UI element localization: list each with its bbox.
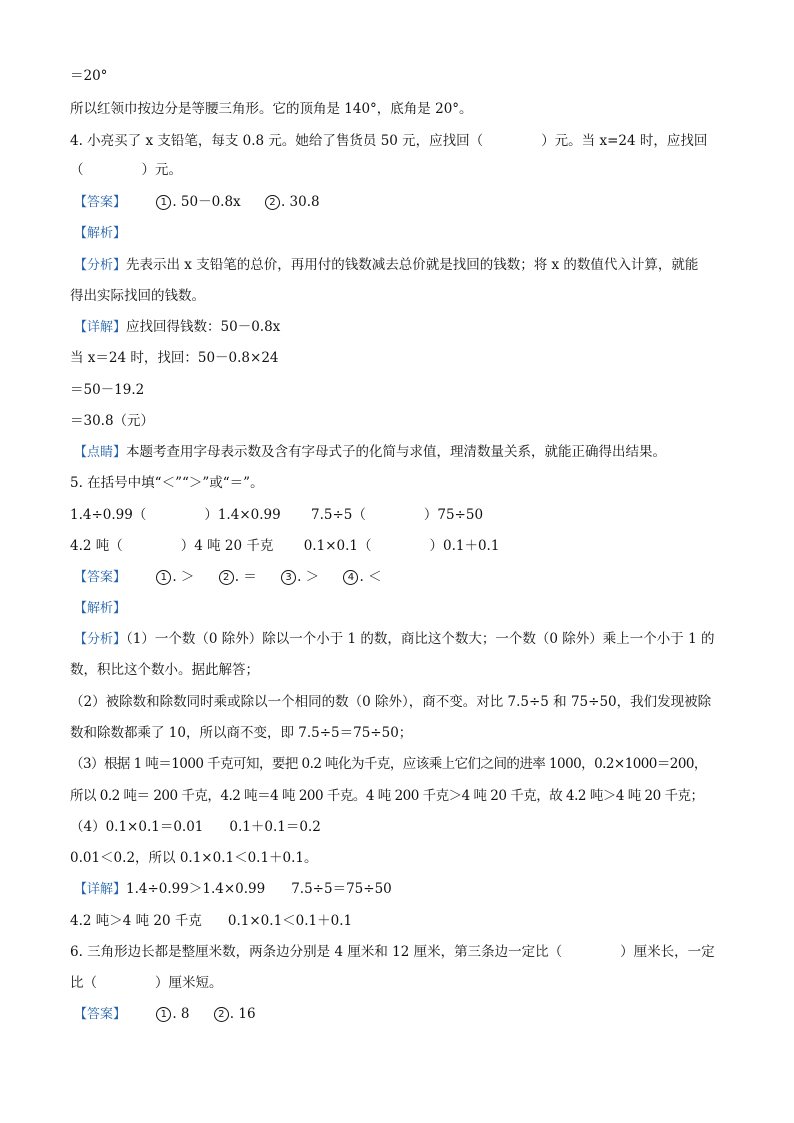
text: ＝20° — [70, 68, 108, 84]
line-conclusion — [70, 99, 754, 119]
text: 4.2 吨＞4 吨 20 千克 — [70, 913, 202, 929]
q4-fenxi-cont — [70, 286, 754, 306]
q5-fenxi-8 — [70, 848, 754, 868]
text: ）元。 — [141, 162, 182, 178]
question-4 — [70, 131, 754, 151]
text: 0.1×0.1＜0.1＋0.1 — [227, 913, 353, 929]
fenxi-tag: 【分析】 — [74, 258, 127, 273]
circled-number: 1 — [156, 1007, 171, 1022]
q5-fenxi-3 — [70, 692, 754, 712]
text: ）4 吨 20 千克 — [180, 538, 274, 554]
text: 当 x＝24 时，找回：50－0.8×24 — [70, 350, 279, 366]
text: 数和除数都乘了 10，所以商不变，即 7.5÷5＝75÷50； — [70, 725, 413, 741]
text: （2）被除数和除数同时乘或除以一个相同的数（0 除外），商不变。对比 7.5÷5 和 75÷50，我们发现被除 — [70, 694, 712, 710]
analysis-tag: 【解析】 — [74, 226, 127, 241]
answer-tag: 【答案】 — [74, 570, 127, 585]
q4-calc-3 — [70, 411, 754, 431]
circled-number: 2 — [214, 1007, 229, 1022]
answer-value: . ＞ — [172, 569, 195, 585]
q5-fenxi-4 — [70, 723, 754, 743]
q4-dianjing — [74, 442, 754, 463]
circled-number: 3 — [281, 570, 296, 585]
text: 5. 在括号中填“＜”“＞”或“＝”。 — [70, 475, 264, 491]
text: ）0.1＋0.1 — [429, 538, 500, 554]
xiangjie-tag: 【详解】 — [74, 320, 127, 335]
answer-value: . ＞ — [297, 569, 320, 585]
text: ）厘米长，一定 — [620, 944, 715, 960]
q5-row-1 — [70, 505, 754, 525]
question-6-cont — [70, 973, 754, 993]
question-6 — [70, 942, 754, 962]
text: 0.1＋0.1＝0.2 — [229, 819, 321, 835]
text: （4）0.1×0.1＝0.01 — [70, 819, 204, 835]
xiangjie-tag: 【详解】 — [74, 882, 127, 897]
circled-number: 1 — [156, 570, 171, 585]
question-5 — [70, 473, 754, 493]
text: 所以红领巾按边分是等腰三角形。它的顶角是 140°，底角是 20°。 — [70, 101, 473, 117]
circled-number: 1 — [156, 195, 171, 210]
answer-value: . ＜ — [359, 569, 382, 585]
q5-fenxi-6 — [70, 786, 754, 806]
answer-tag: 【答案】 — [74, 1007, 127, 1022]
q5-fenxi-7 — [70, 817, 754, 837]
answer-value: . 8 — [172, 1006, 190, 1022]
line-angle-result — [70, 66, 754, 86]
q6-answer — [74, 1004, 754, 1025]
text: 0.1×0.1（ — [303, 538, 372, 554]
answer-value: . 30.8 — [280, 194, 320, 210]
text: （3）根据 1 吨＝1000 千克可知，要把 0.2 吨化为千克，应该乘上它们之间的进率 1000，0.2×1000＝200， — [70, 756, 707, 772]
q5-fenxi-2 — [70, 660, 754, 680]
dianjing-tag: 【点睛】 — [74, 445, 127, 460]
text: 0.01＜0.2，所以 0.1×0.1＜0.1＋0.1。 — [70, 850, 318, 866]
q4-calc-1 — [70, 348, 754, 368]
q4-calc-2 — [70, 380, 754, 400]
q4-xiangjie — [74, 317, 754, 338]
q5-jiexi — [74, 598, 754, 619]
answer-value: . 16 — [229, 1006, 256, 1022]
text: （1）一个数（0 除外）除以一个小于 1 的数，商比这个数大；一个数（0 除外）乘上一个小于 1 的 — [126, 631, 715, 647]
q5-fenxi-5 — [70, 754, 754, 774]
q4-jiexi — [74, 223, 754, 244]
q4-answer — [74, 192, 754, 213]
answer-value: . 50－0.8x — [172, 194, 241, 210]
text: ）元。当 x=24 时，应找回 — [541, 133, 708, 149]
q5-row-2 — [70, 536, 754, 556]
text: 比（ — [70, 975, 97, 991]
text: 应找回得钱数：50－0.8x — [126, 319, 281, 335]
text: 1.4÷0.99（ — [70, 507, 147, 523]
text: ）1.4×0.99 — [204, 507, 281, 523]
text: （ — [70, 162, 84, 178]
text: 所以 0.2 吨＝ 200 千克，4.2 吨＝4 吨 200 千克。4 吨 200 千克＞4 吨 20 千克，故 4.2 吨＞4 吨 20 千克； — [70, 788, 704, 804]
text: 4.2 吨（ — [70, 538, 123, 554]
q4-fenxi — [74, 255, 754, 276]
text: 4. 小亮买了 x 支铅笔，每支 0.8 元。她给了售货员 50 元，应找回（ — [70, 133, 484, 149]
circled-number: 2 — [219, 570, 234, 585]
text: ）75÷50 — [423, 507, 484, 523]
q5-answer — [74, 567, 754, 588]
answer-value: . ＝ — [234, 569, 257, 585]
text: 数，积比这个数小。据此解答； — [70, 662, 259, 678]
q5-xiangjie — [74, 879, 754, 900]
question-4-cont — [70, 160, 754, 180]
text: ＝30.8（元） — [70, 413, 155, 429]
text: 7.5÷5＝75÷50 — [291, 881, 392, 897]
q5-xiangjie-2 — [70, 911, 754, 931]
fenxi-tag: 【分析】 — [74, 632, 127, 647]
text: 先表示出 x 支铅笔的总价，再用付的钱数减去总价就是找回的钱数；将 x 的数值代入计算，就能 — [126, 257, 699, 273]
analysis-tag: 【解析】 — [74, 601, 127, 616]
text: 7.5÷5（ — [310, 507, 366, 523]
circled-number: 4 — [343, 570, 358, 585]
text: ＝50－19.2 — [70, 382, 145, 398]
circled-number: 2 — [265, 195, 280, 210]
text: 1.4÷0.99＞1.4×0.99 — [126, 881, 266, 897]
text: ）厘米短。 — [155, 975, 223, 991]
answer-tag: 【答案】 — [74, 195, 127, 210]
text: 本题考查用字母表示数及含有字母式子的化简与求值，理清数量关系，就能正确得出结果。 — [126, 444, 667, 460]
text: 得出实际找回的钱数。 — [70, 288, 205, 304]
q5-fenxi — [74, 629, 754, 650]
text: 6. 三角形边长都是整厘米数，两条边分别是 4 厘米和 12 厘米，第三条边一定比（ — [70, 944, 563, 960]
